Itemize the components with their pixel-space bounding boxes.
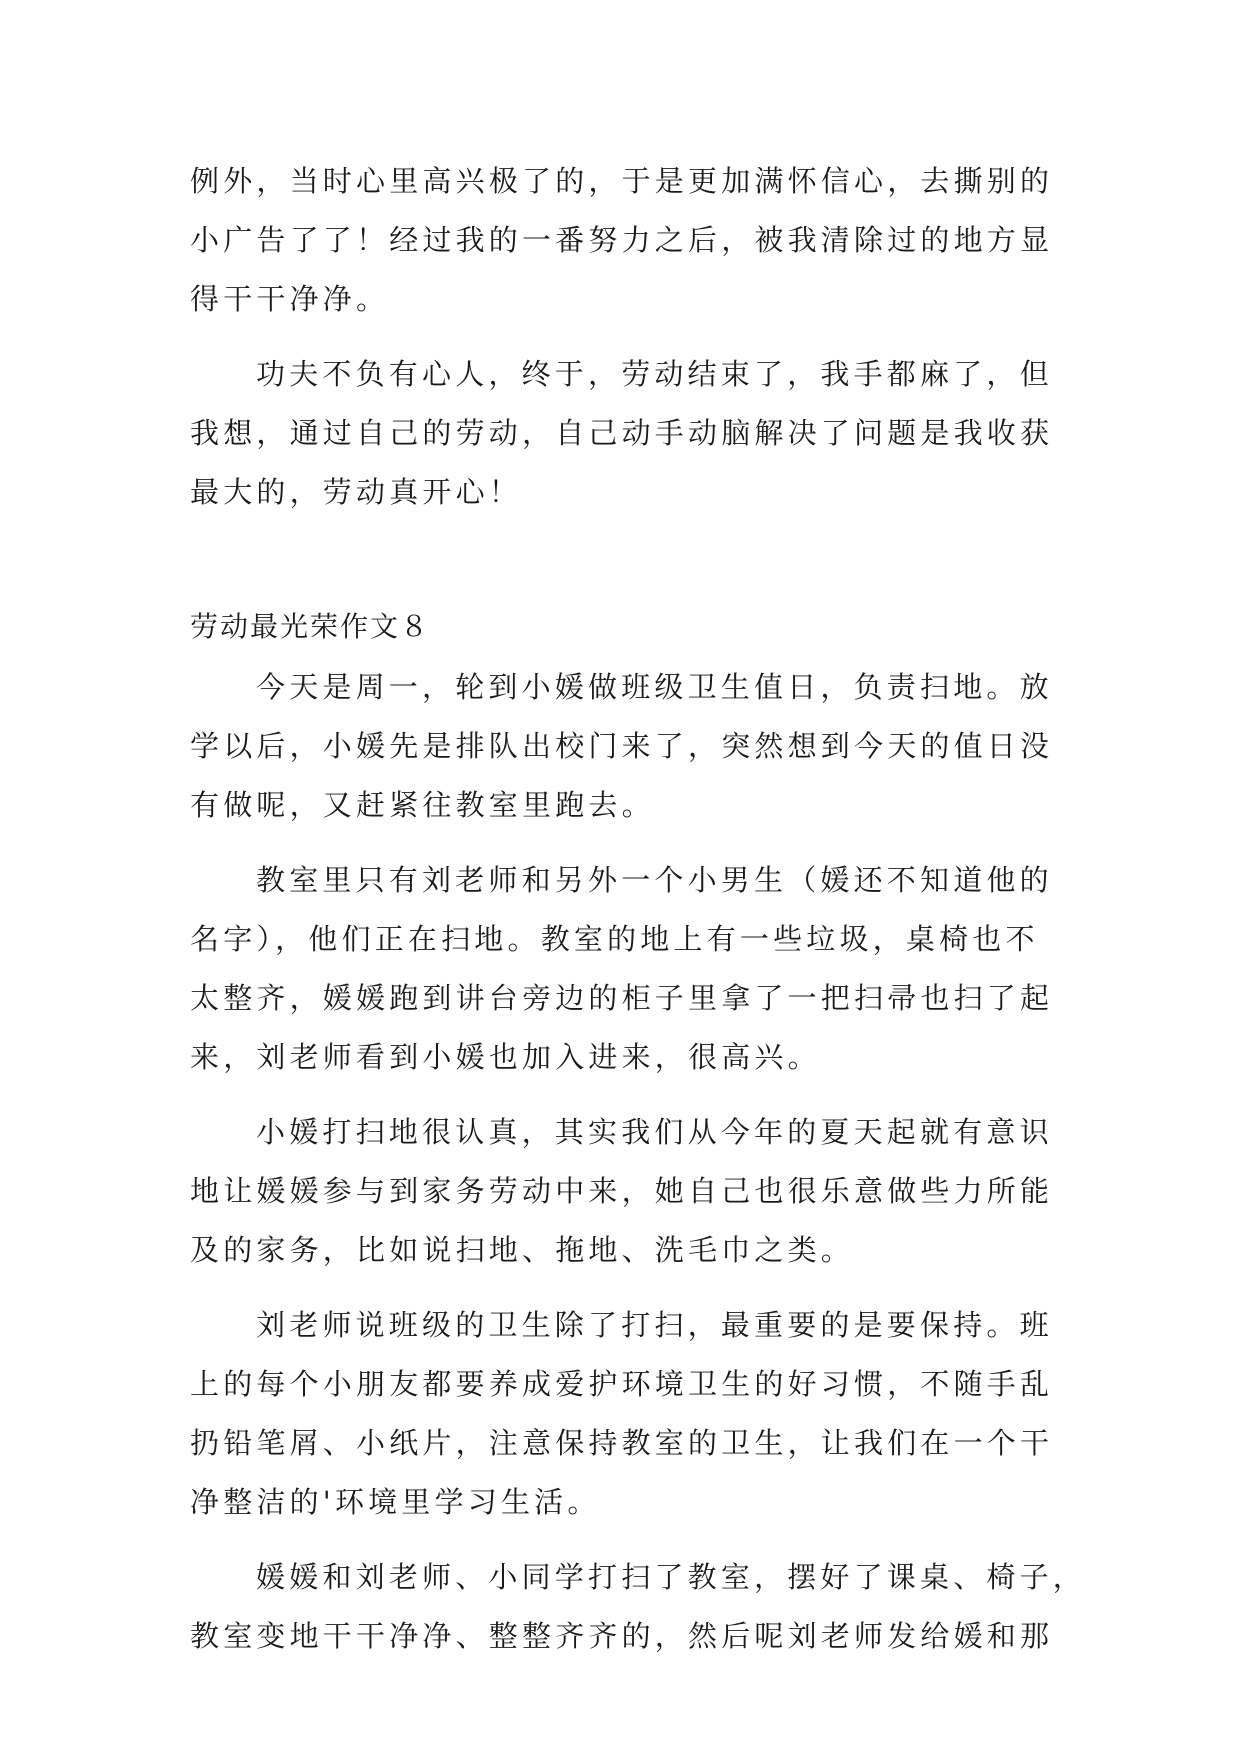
text-line: 名字），他们正在扫地。教室的地上有一些垃圾，桌椅也不 bbox=[190, 922, 1039, 956]
paragraph bbox=[190, 658, 1054, 835]
text-line: 上的每个小朋友都要养成爱护环境卫生的好习惯，不随手乱 bbox=[190, 1367, 1054, 1401]
text-line: 有做呢，又赶紧往教室里跑去。 bbox=[190, 788, 655, 822]
paragraph bbox=[190, 1548, 1087, 1666]
text-line: 净整洁的'环境里学习生活。 bbox=[190, 1485, 601, 1519]
text-line: 功夫不负有心人，终于，劳动结束了，我手都麻了，但 bbox=[256, 357, 1053, 391]
text-line: 我想，通过自己的劳动，自己动手动脑解决了问题是我收获 bbox=[190, 416, 1054, 450]
text-line: 媛媛和刘老师、小同学打扫了教室，摆好了课桌、椅子， bbox=[256, 1560, 1087, 1594]
section-heading: 劳动最光荣作文８ bbox=[190, 610, 431, 643]
text-line: 小媛打扫地很认真，其实我们从今年的夏天起就有意识 bbox=[256, 1115, 1053, 1149]
document-page bbox=[190, 152, 1087, 1666]
text-line: 扔铅笔屑、小纸片，注意保持教室的卫生，让我们在一个干 bbox=[190, 1426, 1054, 1460]
text-line: 例外，当时心里高兴极了的，于是更加满怀信心，去撕别的 bbox=[190, 164, 1054, 198]
continuation-paragraph bbox=[190, 152, 1054, 329]
text-line: 得干干净净。 bbox=[190, 282, 390, 316]
paragraph bbox=[190, 1296, 1054, 1532]
text-line: 最大的，劳动真开心！ bbox=[190, 475, 523, 509]
text-line: 来，刘老师看到小媛也加入进来，很高兴。 bbox=[190, 1040, 821, 1074]
paragraph bbox=[190, 345, 1054, 522]
text-line: 太整齐，媛媛跑到讲台旁边的柜子里拿了一把扫帚也扫了起 bbox=[190, 981, 1054, 1015]
paragraph bbox=[190, 851, 1054, 1087]
text-line: 学以后，小媛先是排队出校门来了，突然想到今天的值日没 bbox=[190, 729, 1054, 763]
text-line: 刘老师说班级的卫生除了打扫，最重要的是要保持。班 bbox=[256, 1308, 1053, 1342]
text-line: 教室变地干干净净、整整齐齐的，然后呢刘老师发给媛和那 bbox=[190, 1619, 1054, 1653]
text-line: 教室里只有刘老师和另外一个小男生（媛还不知道他的 bbox=[256, 863, 1053, 897]
text-line: 地让媛媛参与到家务劳动中来，她自己也很乐意做些力所能 bbox=[190, 1174, 1054, 1208]
paragraph bbox=[190, 1103, 1054, 1280]
text-line: 小广告了了！经过我的一番努力之后，被我清除过的地方显 bbox=[190, 223, 1054, 257]
text-line: 及的家务，比如说扫地、拖地、洗毛巾之类。 bbox=[190, 1233, 855, 1267]
text-line: 今天是周一，轮到小媛做班级卫生值日，负责扫地。放 bbox=[256, 670, 1053, 704]
